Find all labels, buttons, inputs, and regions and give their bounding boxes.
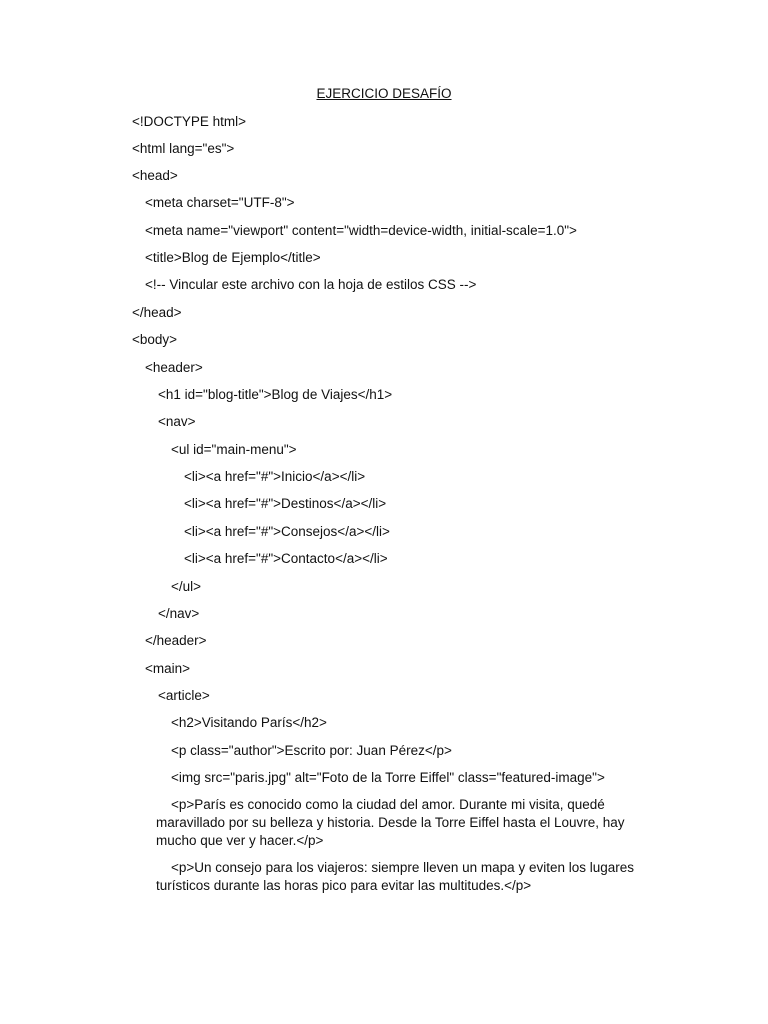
code-line: <!-- Vincular este archivo con la hoja de estilos CSS --> (145, 277, 477, 292)
code-line: <title>Blog de Ejemplo</title> (145, 250, 321, 265)
code-line: <main> (145, 661, 191, 676)
code-line: </head> (132, 305, 182, 320)
code-line: <h2>Visitando París</h2> (171, 715, 327, 730)
code-line: <li><a href="#">Consejos</a></li> (184, 524, 390, 539)
code-line: <li><a href="#">Inicio</a></li> (184, 469, 366, 484)
code-line: <header> (145, 360, 203, 375)
code-line: <body> (132, 332, 178, 347)
code-line: <li><a href="#">Contacto</a></li> (184, 551, 388, 566)
code-line: <meta charset="UTF-8"> (145, 195, 295, 210)
code-paragraph: <p>Un consejo para los viajeros: siempre lleven un mapa y eviten los lugares turísticos durante las horas pico para evitar las multitudes.</p> (156, 860, 635, 893)
code-line: <!DOCTYPE html> (132, 114, 247, 129)
code-paragraph: <p>París es conocido como la ciudad del amor. Durante mi visita, quedé maravillado por su belleza y historia. Desde la Torre Eiffel hasta el Louvre, hay mucho que ver y hacer.</p> (156, 797, 625, 848)
code-line: <head> (132, 168, 178, 183)
code-line: </header> (145, 633, 207, 648)
code-line: <meta name="viewport" content="width=device-width, initial-scale=1.0"> (145, 223, 577, 238)
code-line: <h1 id="blog-title">Blog de Viajes</h1> (158, 387, 393, 402)
code-line: </ul> (171, 579, 202, 594)
code-line: <p class="author">Escrito por: Juan Pérez</p> (171, 743, 452, 758)
code-line: <img src="paris.jpg" alt="Foto de la Torre Eiffel" class="featured-image"> (171, 770, 605, 785)
code-line: <ul id="main-menu"> (171, 442, 297, 457)
code-line: <article> (158, 688, 210, 703)
document-title: EJERCICIO DESAFÍO (316, 86, 452, 101)
code-line: <li><a href="#">Destinos</a></li> (184, 496, 387, 511)
code-line: </nav> (158, 606, 200, 621)
code-line: <html lang="es"> (132, 141, 235, 156)
code-line: <nav> (158, 414, 196, 429)
